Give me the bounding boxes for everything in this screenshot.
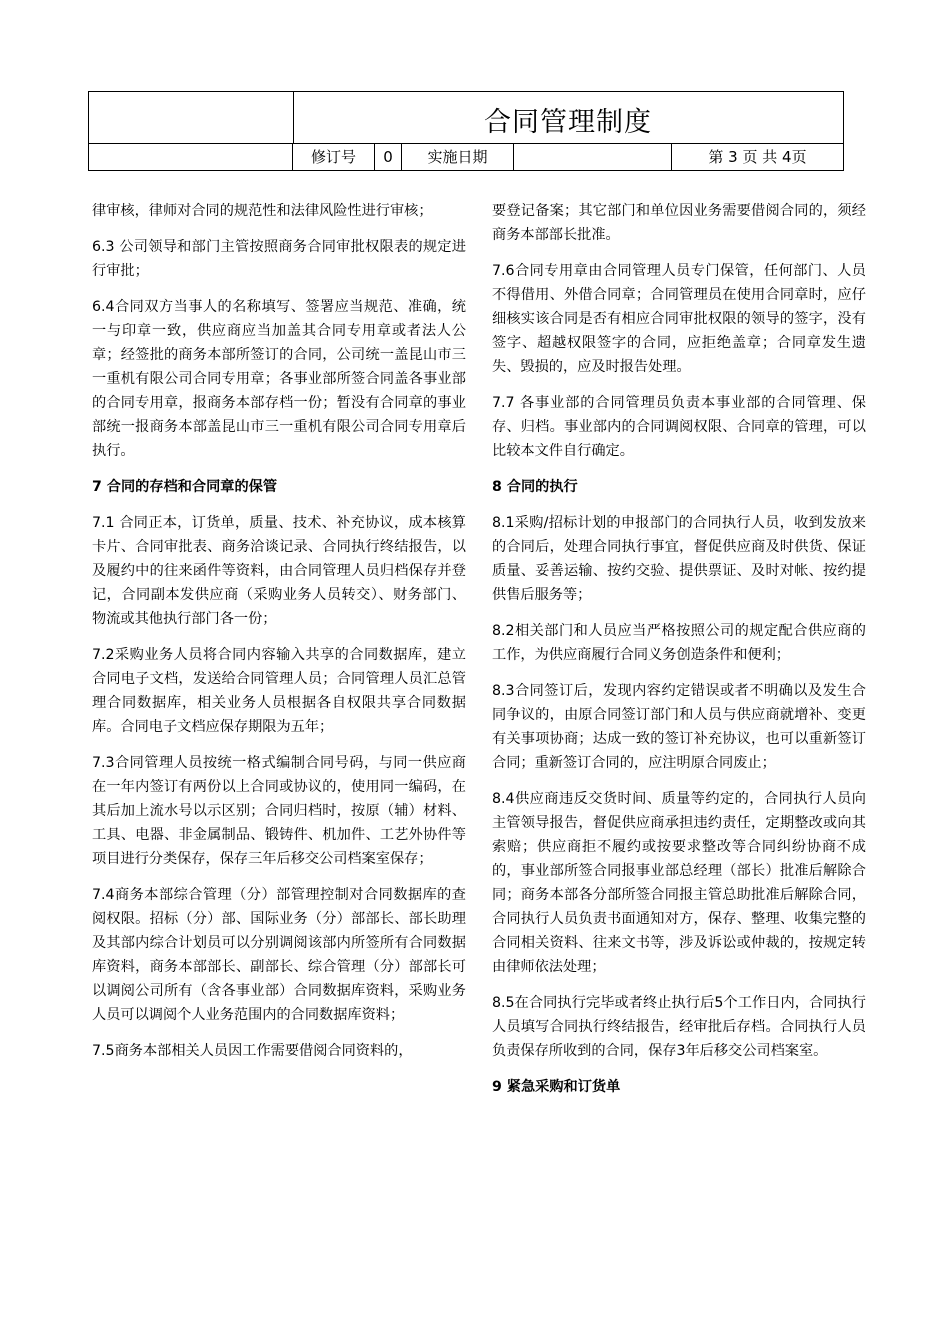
document-title: 合同管理制度 — [484, 107, 652, 138]
left-section-heading: 7 合同的存档和合同章的保管 — [92, 479, 278, 495]
title-cell — [293, 92, 843, 143]
right-paragraph: 8.1采购/招标计划的申报部门的合同执行人员，收到发放来的合同后，处理合同执行事宜，督促供应商及时供货、保证质量、妥善运输、按约交验、提供票证、及时对帐、按约提供售后服务等； — [492, 515, 866, 603]
document-header-table — [88, 91, 844, 171]
revision-label: 修订号 — [293, 144, 375, 170]
logo-cell — [89, 92, 294, 143]
right-paragraph: 8.2相关部门和人员应当严格按照公司的规定配合供应商的工作，为供应商履行合同义务创造条件和便利； — [492, 623, 866, 663]
left-paragraph: 7.2采购业务人员将合同内容输入共享的合同数据库，建立合同电子文档，发送给合同管理人员；合同管理人员汇总管理合同数据库，相关业务人员根据各自权限共享合同数据库。合同电子文档应保存期限为五年； — [92, 647, 466, 735]
right-section-heading: 8 合同的执行 — [492, 479, 578, 495]
page-info: 第 3 页 共 4页 — [708, 148, 807, 166]
right-paragraph: 8.5在合同执行完毕或者终止执行后5个工作日内，合同执行人员填写合同执行终结报告，经审批后存档。合同执行人员负责保存所收到的合同，保存3年后移交公司档案室。 — [492, 995, 866, 1059]
right-section-heading: 9 紧急采购和订货单 — [492, 1079, 621, 1095]
blank-cell — [89, 144, 293, 170]
effective-date-label: 实施日期 — [402, 144, 514, 170]
right-paragraph: 要登记备案；其它部门和单位因业务需要借阅合同的，须经商务本部部长批准。 — [492, 203, 866, 243]
right-paragraph: 8.4供应商违反交货时间、质量等约定的，合同执行人员向主管领导报告，督促供应商承担违约责任，定期整改或向其索赔；供应商拒不履约或按要求整改等合同纠纷协商不成的，事业部所签合同报事业部总经理（部长）批准后解除合同；商务本部各分部所签合同报主管总助批准后解除合同，合同执行人员负责书面通知对方，保存、整理、收集完整的合同相关资料、往来文书等，涉及诉讼或仲裁的，按规定转由律师依法处理； — [492, 791, 866, 975]
left-paragraph: 6.4合同双方当事人的名称填写、签署应当规范、准确，统一与印章一致，供应商应当加盖其合同专用章或者法人公章；经签批的商务本部所签订的合同，公司统一盖昆山市三一重机有限公司合同专用章；各事业部所签合同盖各事业部的合同专用章，报商务本部存档一份；暂没有合同章的事业部统一报商务本部盖昆山市三一重机有限公司合同专用章后执行。 — [92, 299, 466, 459]
right-text-column — [492, 199, 866, 1111]
left-paragraph: 7.3合同管理人员按统一格式编制合同号码，与同一供应商在一年内签订有两份以上合同或协议的，使用同一编码，在其后加上流水号以示区别；合同归档时，按原（辅）材料、工具、电器、非金属制品、锻铸件、机加件、工艺外协件等项目进行分类保存，保存三年后移交公司档案室保存； — [92, 755, 466, 867]
header-info-row — [89, 143, 843, 170]
right-paragraph: 8.3合同签订后，发现内容约定错误或者不明确以及发生合同争议的，由原合同签订部门和人员与供应商就增补、变更有关事项协商；达成一致的签订补充协议，也可以重新签订合同；重新签订合同的，应注明原合同废止； — [492, 683, 866, 771]
left-paragraph: 7.4商务本部综合管理（分）部管理控制对合同数据库的查阅权限。招标（分）部、国际业务（分）部部长、部长助理及其部内综合计划员可以分别调阅该部内所签所有合同数据库资料，商务本部部长、副部长、综合管理（分）部部长可以调阅公司所有（含各事业部）合同数据库资料，采购业务人员可以调阅个人业务范围内的合同数据库资料； — [92, 887, 466, 1023]
left-paragraph: 律审核，律师对合同的规范性和法律风险性进行审核； — [92, 203, 433, 219]
right-paragraph: 7.7 各事业部的合同管理员负责本事业部的合同管理、保存、归档。事业部内的合同调阅权限、合同章的管理，可以比较本文件自行确定。 — [492, 395, 866, 459]
left-paragraph: 7.5商务本部相关人员因工作需要借阅合同资料的， — [92, 1043, 413, 1059]
right-paragraph: 7.6合同专用章由合同管理人员专门保管，任何部门、人员不得借用、外借合同章；合同管理员在使用合同章时，应仔细核实该合同是否有相应合同审批权限的领导的签字，没有签字、超越权限签字的合同，应拒绝盖章；合同章发生遗失、毁损的，应及时报告处理。 — [492, 263, 866, 375]
left-paragraph: 7.1 合同正本，订货单，质量、技术、补充协议，成本核算卡片、合同审批表、商务洽谈记录、合同执行终结报告，以及履约中的往来函件等资料，由合同管理人员归档保存并登记，合同副本发供应商（采购业务人员转交）、财务部门、物流或其他执行部门各一份； — [92, 515, 466, 627]
left-text-column — [92, 199, 466, 1075]
effective-date-value — [514, 144, 672, 170]
left-paragraph: 6.3 公司领导和部门主管按照商务合同审批权限表的规定进行审批； — [92, 239, 466, 279]
revision-value: 0 — [375, 144, 402, 170]
